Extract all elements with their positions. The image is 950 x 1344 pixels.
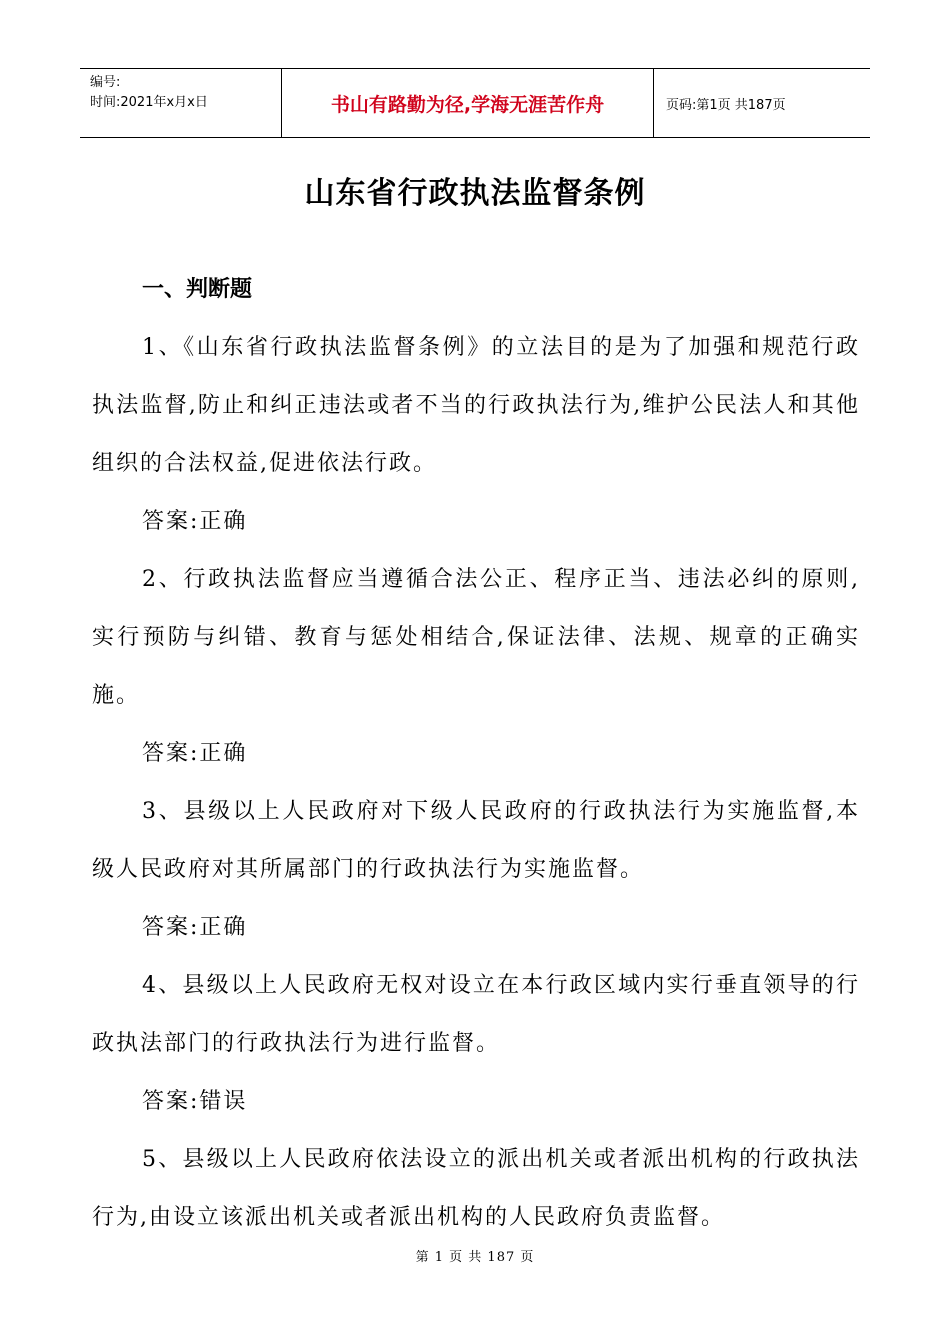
answer-2: 答案:正确 — [142, 741, 248, 766]
page-footer: 第 1 页 共 187 页 — [415, 1250, 535, 1265]
question-4: 4、县级以上人民政府无权对设立在本行政区域内实行垂直领导的行政执法部门的行政执法行为进行监督。 — [92, 973, 860, 1056]
answer-4: 答案:错误 — [142, 1089, 248, 1114]
answer-3: 答案:正确 — [142, 915, 248, 940]
page-header — [80, 68, 870, 138]
header-motto: 书山有路勤为径,学海无涯苦作舟 — [282, 69, 654, 137]
time-label: 时间:2021年x月x日 — [90, 95, 208, 110]
question-5: 5、县级以上人民政府依法设立的派出机关或者派出机构的行政执法行为,由设立该派出机关或者派出机构的人民政府负责监督。 — [92, 1147, 860, 1230]
question-1: 1、《山东省行政执法监督条例》的立法目的是为了加强和规范行政执法监督,防止和纠正违法或者不当的行政执法行为,维护公民法人和其他组织的合法权益,促进依法行政。 — [92, 335, 860, 476]
question-3: 3、县级以上人民政府对下级人民政府的行政执法行为实施监督,本级人民政府对其所属部门的行政执法行为实施监督。 — [92, 799, 860, 882]
document-body — [92, 261, 860, 1247]
document-title: 山东省行政执法监督条例 — [304, 176, 646, 211]
header-page-info: 页码:第1页 共187页 — [666, 97, 786, 113]
question-2: 2、行政执法监督应当遵循合法公正、程序正当、违法必纠的原则,实行预防与纠错、教育与惩处相结合,保证法律、法规、规章的正确实施。 — [92, 567, 860, 708]
header-meta — [80, 69, 282, 137]
section-heading: 一、判断题 — [142, 277, 253, 302]
number-label: 编号: — [90, 75, 121, 90]
answer-1: 答案:正确 — [142, 509, 248, 534]
